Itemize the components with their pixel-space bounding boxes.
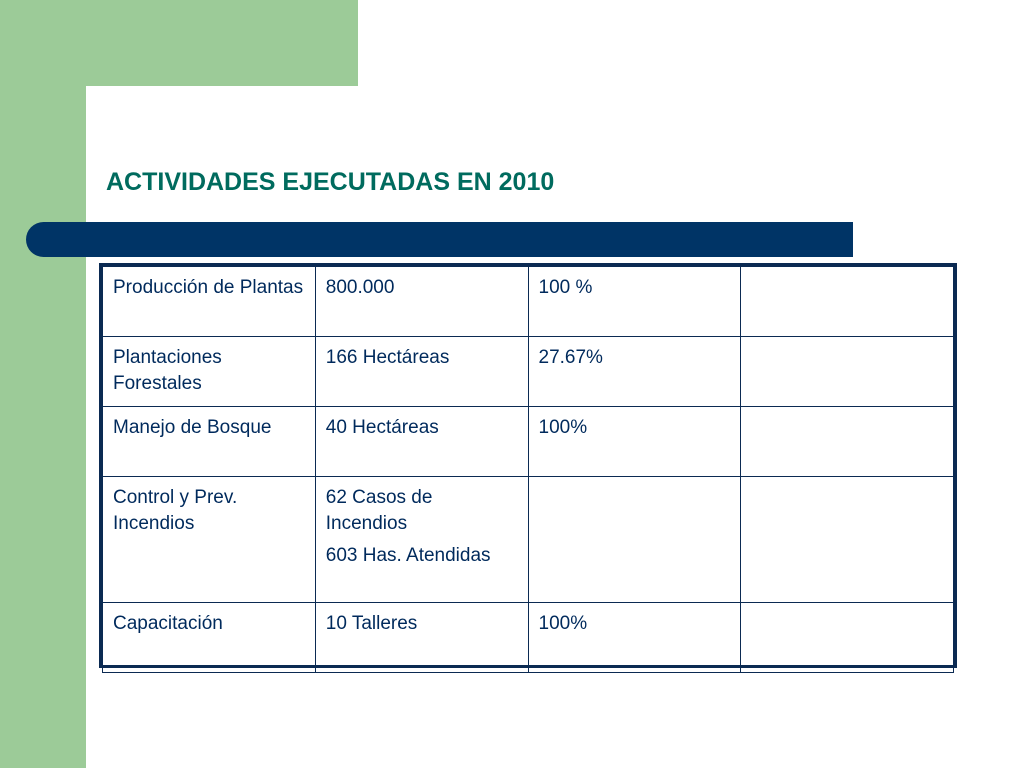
percent-cell: 100% (528, 407, 741, 477)
activities-table (99, 263, 957, 668)
quantity-line: 62 Casos de Incendios (325, 487, 433, 534)
table-row (103, 603, 954, 673)
percent-cell: 100% (528, 603, 741, 673)
green-accent-left (0, 0, 86, 768)
table-row (103, 407, 954, 477)
extra-cell (741, 603, 954, 673)
extra-cell (741, 267, 954, 337)
extra-cell (741, 407, 954, 477)
percent-cell: 27.67% (528, 337, 741, 407)
quantity-cell (315, 477, 528, 603)
percent-cell (528, 477, 741, 603)
quantity-cell: 40 Hectáreas (315, 407, 528, 477)
quantity-cell: 800.000 (315, 267, 528, 337)
activity-cell: Capacitación (103, 603, 316, 673)
quantity-cell: 10 Talleres (315, 603, 528, 673)
table-row (103, 477, 954, 603)
extra-cell (741, 337, 954, 407)
title-underline-bar (26, 222, 853, 257)
table-row (103, 337, 954, 407)
activity-cell: Plantaciones Forestales (103, 337, 316, 407)
extra-cell (741, 477, 954, 603)
activity-cell: Producción de Plantas (103, 267, 316, 337)
activity-cell: Manejo de Bosque (103, 407, 316, 477)
table-row (103, 267, 954, 337)
quantity-cell: 166 Hectáreas (315, 337, 528, 407)
slide-title: ACTIVIDADES EJECUTADAS EN 2010 (106, 168, 555, 196)
quantity-extra-line: 603 Has. Atendidas (325, 545, 491, 566)
activity-cell: Control y Prev. Incendios (103, 477, 316, 603)
percent-cell: 100 % (528, 267, 741, 337)
